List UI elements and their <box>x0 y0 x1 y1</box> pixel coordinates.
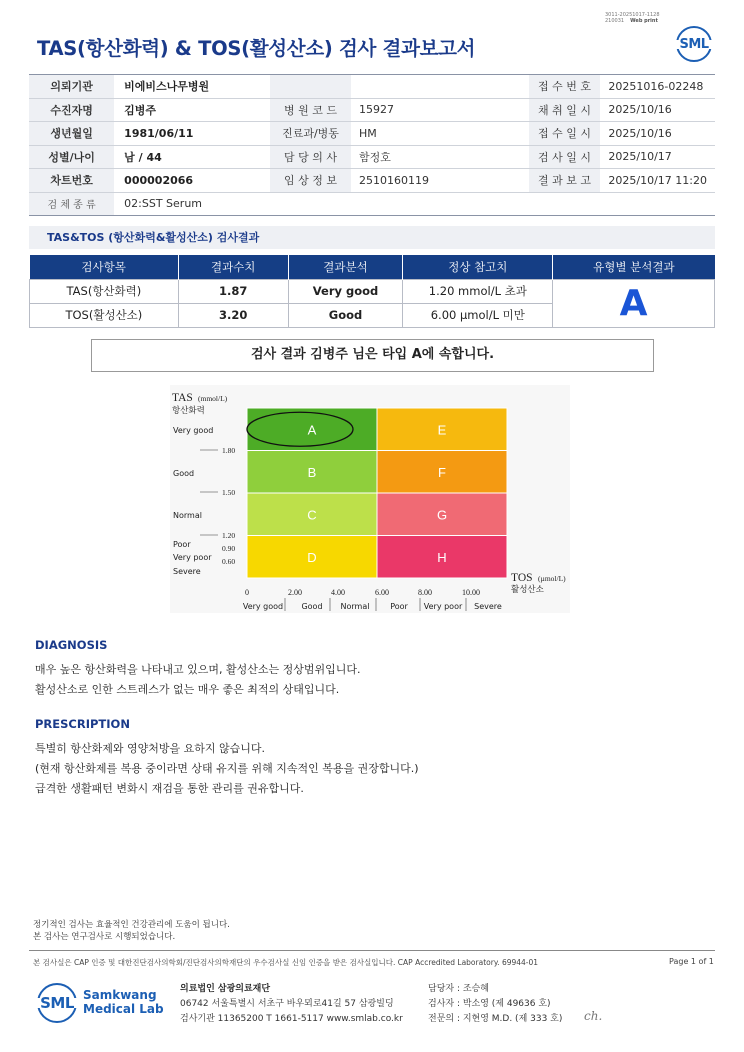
chart-y-tick: 1.50 <box>222 488 236 497</box>
info-label: 채 취 일 시 <box>529 98 601 122</box>
info-label: 생년월일 <box>29 122 114 146</box>
chart-x-tick: 6.00 <box>375 588 389 597</box>
chart-cell-label-a: A <box>307 422 317 438</box>
info-label: 검 사 일 시 <box>529 145 601 169</box>
info-value: 2025/10/17 11:20 <box>600 169 715 193</box>
info-label <box>270 75 351 99</box>
prescription-title: PRESCRIPTION <box>35 717 130 731</box>
table-row <box>29 192 715 216</box>
header-value: 결과수치 <box>178 255 288 279</box>
chart-cell-label-f: F <box>438 464 446 480</box>
header-item: 검사항목 <box>30 255 179 279</box>
chart-x-category: Good <box>301 602 323 611</box>
table-row <box>29 145 715 169</box>
chart-y-title: TAS <box>172 392 193 404</box>
results-section-title: TAS&TOS (항산화력&활성산소) 검사결과 <box>29 226 715 249</box>
info-value: 2025/10/16 <box>600 122 715 146</box>
table-row <box>29 98 715 122</box>
footer-note-2: 본 검사는 연구검사로 시행되었습니다. <box>33 932 176 942</box>
chart-y-category: Poor <box>173 540 191 549</box>
chart-x-category: Poor <box>390 602 408 611</box>
tos-analysis: Good <box>288 303 403 327</box>
staff-specialist: 전문의 : 지현영 M.D. (제 333 호) <box>428 1014 563 1024</box>
chart-x-category: Severe <box>474 602 502 611</box>
org-address: 06742 서울특별시 서초구 바우뫼로41길 57 삼광빌딩 <box>180 999 394 1009</box>
chart-y-category: Very good <box>173 426 214 435</box>
chart-x-subtitle: 활성산소 <box>511 585 544 595</box>
chart-y-category: Very poor <box>173 553 212 562</box>
print-code <box>605 12 660 24</box>
chart-x-title: TOS <box>511 572 533 584</box>
chart-y-category: Severe <box>173 567 201 576</box>
diagnosis-line-2: 활성산소로 인한 스트레스가 없는 매우 좋은 최적의 상태입니다. <box>35 683 340 696</box>
results-table <box>29 255 715 328</box>
chart-y-category: Normal <box>173 511 202 520</box>
header-reference: 정상 참고치 <box>403 255 553 279</box>
chart-cell-label-e: E <box>437 422 447 438</box>
chart-x-category: Normal <box>340 602 370 611</box>
info-value: 비에비스나무병원 <box>114 75 270 99</box>
chart-y-tick: 1.80 <box>222 446 236 455</box>
chart-x-category: Very poor <box>423 602 463 611</box>
summary-box: 검사 결과 김병주 님은 타입 A에 속합니다. <box>91 339 654 372</box>
info-label: 의뢰기관 <box>29 75 114 99</box>
header-analysis: 결과분석 <box>288 255 403 279</box>
info-gap <box>476 145 529 169</box>
organization-info <box>180 982 403 1027</box>
table-row <box>29 75 715 99</box>
chart-cell-label-b: B <box>307 464 317 480</box>
info-value: 2025/10/17 <box>600 145 715 169</box>
info-gap <box>476 75 529 99</box>
info-value <box>351 75 476 99</box>
info-label: 병 원 코 드 <box>270 98 351 122</box>
org-contact: 검사기관 11365200 T 1661-5117 www.smlab.co.kr <box>180 1014 403 1024</box>
sml-logo-text: SML <box>679 37 709 52</box>
chart-x-tick: 0 <box>245 588 249 597</box>
info-label: 성별/나이 <box>29 145 114 169</box>
print-code-line1: 3011-20251017-1128 <box>605 12 660 18</box>
print-code-line2: 210031 <box>605 18 625 24</box>
tas-reference: 1.20 mmol/L 초과 <box>403 279 553 303</box>
chart-y-category: Good <box>173 469 195 478</box>
chart-x-tick: 2.00 <box>288 588 302 597</box>
logo-name-line2: Medical Lab <box>83 1002 164 1016</box>
sml-logo <box>676 26 712 62</box>
footer-note-1: 정기적인 검사는 효율적인 건강관리에 도움이 됩니다. <box>33 920 230 930</box>
certification-text: 본 검사실은 CAP 인증 및 대한진단검사의학회/진단검사의학재단의 우수검사실 신임 인증을 받은 검사실입니다. CAP Accredited Laboratory. 69944-01 <box>33 958 539 967</box>
prescription-line-3: 급격한 생활패턴 변화시 재검을 통한 관리를 권유합니다. <box>35 782 304 795</box>
samkwang-logo <box>37 983 167 1025</box>
chart-y-tick: 0.90 <box>222 544 236 553</box>
info-label: 담 당 의 사 <box>270 145 351 169</box>
info-value: 15927 <box>351 98 476 122</box>
tas-item: TAS(항산화력) <box>30 279 179 303</box>
info-label: 접 수 일 시 <box>529 122 601 146</box>
page-number: Page 1 of 1 <box>669 957 714 966</box>
chart-x-unit: (µmol/L) <box>538 574 566 583</box>
info-value: 1981/06/11 <box>114 122 270 146</box>
table-row <box>29 169 715 193</box>
info-gap <box>476 169 529 193</box>
table-row <box>29 122 715 146</box>
chart-x-category: Very good <box>242 602 284 611</box>
signature: ch. <box>584 1009 603 1023</box>
chart-y-tick: 1.20 <box>222 531 236 540</box>
diagnosis-title: DIAGNOSIS <box>35 638 108 652</box>
chart-y-subtitle: 항산화력 <box>172 406 205 416</box>
samkwang-logo-mark: SML <box>40 994 74 1012</box>
staff-tester: 검사자 : 박소영 (제 49636 호) <box>428 999 551 1009</box>
footer-divider <box>29 950 715 951</box>
chart-y-unit: (mmol/L) <box>198 394 228 403</box>
info-value: 함정호 <box>351 145 476 169</box>
info-value: 김병주 <box>114 98 270 122</box>
header-type: 유형별 분석결과 <box>553 255 715 279</box>
chart-x-tick: 4.00 <box>331 588 345 597</box>
org-name: 의료법인 삼광의료재단 <box>180 984 271 994</box>
info-label: 차트번호 <box>29 169 114 193</box>
chart-cell-label-g: G <box>436 507 448 523</box>
info-value: 20251016-02248 <box>600 75 715 99</box>
chart-cell-label-h: H <box>437 549 447 565</box>
patient-info-table <box>29 74 715 216</box>
print-label: Web print <box>630 18 658 24</box>
tas-tos-chart <box>170 385 590 615</box>
info-value: 000002066 <box>114 169 270 193</box>
tos-item: TOS(활성산소) <box>30 303 179 327</box>
tas-value: 1.87 <box>178 279 288 303</box>
info-value: 2025/10/16 <box>600 98 715 122</box>
info-gap <box>476 122 529 146</box>
tos-value: 3.20 <box>178 303 288 327</box>
tos-reference: 6.00 µmol/L 미만 <box>403 303 553 327</box>
prescription-line-2: (현재 항산화제를 복용 중이라면 상태 유지를 위해 지속적인 복용을 권장합니다.) <box>35 762 419 775</box>
tas-analysis: Very good <box>288 279 403 303</box>
diagnosis-line-1: 매우 높은 항산화력을 나타내고 있으며, 활성산소는 정상범위입니다. <box>35 663 361 676</box>
info-gap <box>476 98 529 122</box>
info-label: 진료과/병동 <box>270 122 351 146</box>
chart-cell-label-d: D <box>307 549 317 565</box>
logo-name-line1: Samkwang <box>83 988 157 1002</box>
type-result: A <box>553 279 715 327</box>
info-value: HM <box>351 122 476 146</box>
info-label: 결 과 보 고 <box>529 169 601 193</box>
table-row <box>30 279 715 303</box>
specimen-value: 02:SST Serum <box>114 192 715 216</box>
chart-x-tick: 10.00 <box>462 588 480 597</box>
staff-manager: 담당자 : 조승혜 <box>428 984 489 994</box>
prescription-line-1: 특별히 항산화제와 영양처방을 요하지 않습니다. <box>35 742 266 755</box>
info-value: 남 / 44 <box>114 145 270 169</box>
page-title: TAS(항산화력) & TOS(활성산소) 검사 결과보고서 <box>37 37 476 60</box>
info-label: 접 수 번 호 <box>529 75 601 99</box>
specimen-label: 검 체 종 류 <box>29 192 114 216</box>
info-label: 임 상 정 보 <box>270 169 351 193</box>
info-label: 수진자명 <box>29 98 114 122</box>
info-value: 2510160119 <box>351 169 476 193</box>
chart-y-tick: 0.60 <box>222 557 236 566</box>
staff-info <box>428 982 562 1027</box>
chart-x-tick: 8.00 <box>418 588 432 597</box>
chart-cell-label-c: C <box>307 507 317 523</box>
